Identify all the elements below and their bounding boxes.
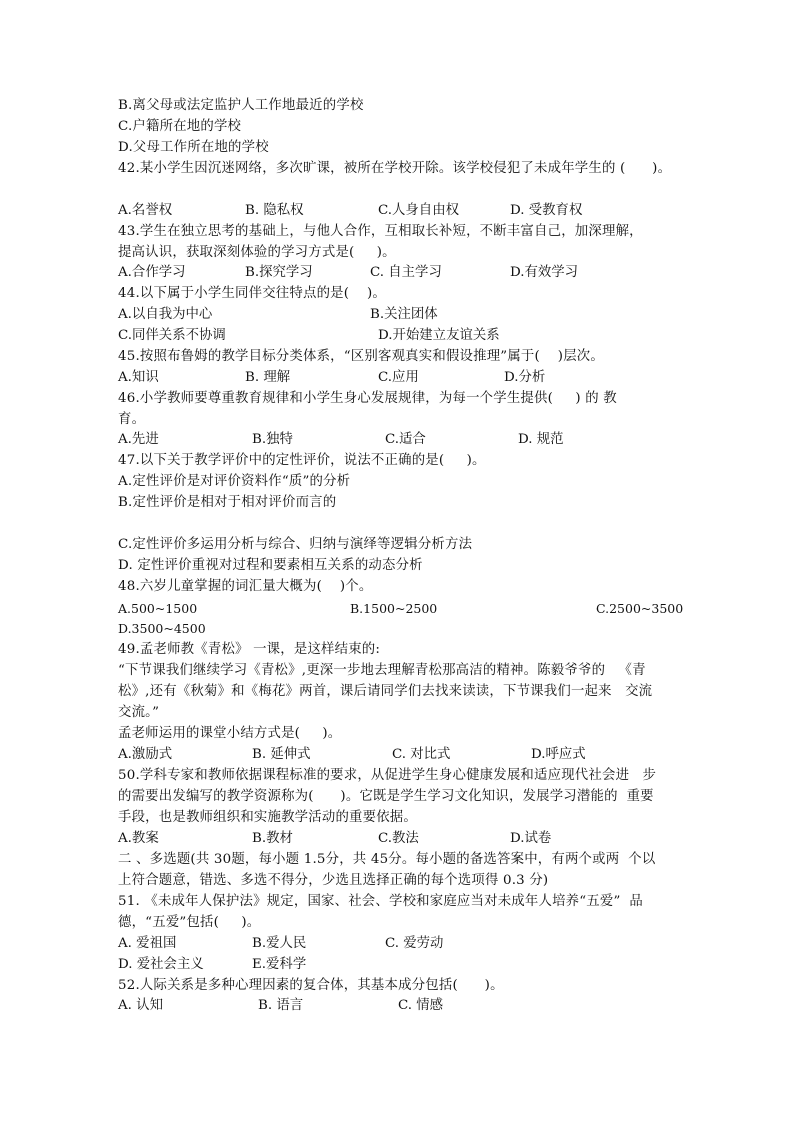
q42-stem: 42.某小学生因沉迷网络，多次旷课，被所在学校开除。该学校侵犯了未成年学生的 ( )。 [118, 161, 672, 176]
q48-stem: 48.六岁儿童掌握的词汇量大概为( )个。 [118, 579, 373, 594]
q50-option-b: B.教材 [252, 831, 293, 846]
q46-option-c: C.适合 [385, 432, 426, 447]
q51-option-e: E.爱科学 [252, 957, 307, 972]
q51-stem-line1: 51. 《未成年人保护法》规定，国家、社会、学校和家庭应当对未成年人培养“五爱” 品 [118, 894, 644, 909]
q49-option-c: C. 对比式 [392, 747, 451, 762]
q44-stem: 44.以下属于小学生同伴交往特点的是( )。 [118, 286, 387, 301]
q41-option-d: D.父母工作所在地的学校 [118, 140, 269, 155]
q49-quote-line1: “下节课我们继续学习《青松》,更深一步地去理解青松那高洁的精神。陈毅爷爷的 《青 [118, 663, 646, 678]
q52-option-b: B. 语言 [258, 998, 304, 1013]
q46-option-b: B.独特 [252, 432, 293, 447]
q44-option-c: C.同伴关系不协调 [118, 328, 226, 343]
q43-option-c: C. 自主学习 [370, 265, 442, 280]
q47-option-c: C.定性评价多运用分析与综合、归纳与演绎等逻辑分析方法 [118, 537, 473, 552]
q49-option-b: B. 延伸式 [252, 747, 311, 762]
q43-stem-line2: 提高认识，获取深刻体验的学习方式是( )。 [118, 245, 396, 260]
q49-quote-line2: 松》,还有《秋菊》和《梅花》两首，课后请同学们去找来读读，下节课我们一起来 交流 [118, 684, 653, 699]
q51-stem-line2: 德，“五爱”包括( )。 [118, 915, 261, 930]
q47-option-a: A.定性评价是对评价资料作“质”的分析 [118, 474, 351, 489]
q51-option-c: C. 爱劳动 [385, 936, 444, 951]
q45-option-c: C.应用 [378, 370, 419, 385]
q50-stem-line2: 的需要出发编写的教学资源称为( )。它既是学生学习文化知识，发展学习潜能的 重要 [118, 789, 654, 804]
q49-quote-line3: 交流。” [118, 705, 160, 720]
q45-option-d: D.分析 [504, 370, 546, 385]
q45-option-a: A.知识 [118, 370, 159, 385]
q43-stem-line1: 43.学生在独立思考的基础上，与他人合作，互相取长补短，不断丰富自己，加深理解， [118, 224, 643, 239]
section2-heading-line2: 上符合题意，错选、多选不得分，少选且选择正确的每个选项得 0.3 分) [118, 873, 549, 888]
q48-option-d: D.3500~4500 [118, 621, 206, 636]
q42-option-c: C.人身自由权 [378, 203, 459, 218]
q44-option-d: D.开始建立友谊关系 [378, 328, 500, 343]
q46-stem-line2: 育。 [118, 412, 146, 427]
q41-option-c: C.户籍所在地的学校 [118, 119, 242, 134]
q44-option-b: B.关注团体 [370, 307, 438, 322]
q52-option-c: C. 情感 [398, 998, 444, 1013]
section2-heading-line1: 二 、多选题(共 30题，每小题 1.5分，共 45分。每小题的备选答案中，有两个或两 个以 [118, 852, 656, 867]
q42-option-b: B. 隐私权 [245, 203, 304, 218]
q41-option-b: B.离父母或法定监护人工作地最近的学校 [118, 98, 364, 113]
q48-option-b: B.1500~2500 [350, 601, 438, 616]
q45-stem: 45.按照布鲁姆的教学目标分类体系，“区别客观真实和假设推理”属于( )层次。 [118, 349, 604, 364]
q43-option-d: D.有效学习 [510, 265, 579, 280]
q46-option-a: A.先进 [118, 432, 159, 447]
q46-stem-line1: 46.小学教师要尊重教育规律和小学生身心发展规律，为每一个学生提供( ) 的 教 [118, 391, 617, 406]
q47-option-d: D. 定性评价重视对过程和要素相互关系的动态分析 [118, 558, 423, 573]
q52-option-a: A. 认知 [118, 998, 163, 1013]
q50-option-d: D.试卷 [510, 831, 552, 846]
q42-option-a: A.名誉权 [118, 203, 173, 218]
q43-option-b: B.探究学习 [245, 265, 313, 280]
q50-stem-line1: 50.学科专家和教师依据课程标准的要求，从促进学生身心健康发展和适应现代社会进 步 [118, 768, 657, 783]
q49-option-a: A.激励式 [118, 747, 173, 762]
q43-option-a: A.合作学习 [118, 265, 186, 280]
q45-option-b: B. 理解 [245, 370, 291, 385]
q50-stem-line3: 手段，也是教师组织和实施教学活动的重要依据。 [118, 810, 417, 825]
q44-option-a: A.以自我为中心 [118, 307, 213, 322]
q47-stem: 47.以下关于教学评价中的定性评价，说法不正确的是( )。 [118, 453, 486, 468]
q46-option-d: D. 规范 [518, 432, 564, 447]
q50-option-c: C.教法 [378, 831, 419, 846]
q42-option-d: D. 受教育权 [510, 203, 583, 218]
q47-option-b: B.定性评价是相对于相对评价而言的 [118, 495, 337, 510]
q48-option-c: C.2500~3500 [596, 601, 684, 616]
q49-option-d: D.呼应式 [531, 747, 586, 762]
q51-option-a: A. 爱祖国 [118, 936, 177, 951]
q49-question: 孟老师运用的课堂小结方式是( )。 [118, 726, 342, 741]
q52-stem: 52.人际关系是多种心理因素的复合体，其基本成分包括( )。 [118, 978, 504, 993]
q51-option-d: D. 爱社会主义 [118, 957, 204, 972]
q51-option-b: B.爱人民 [252, 936, 307, 951]
q50-option-a: A.教案 [118, 831, 159, 846]
q49-stem: 49.孟老师教《青松》 一课，是这样结束的: [118, 642, 381, 657]
q48-option-a: A.500~1500 [118, 601, 198, 616]
